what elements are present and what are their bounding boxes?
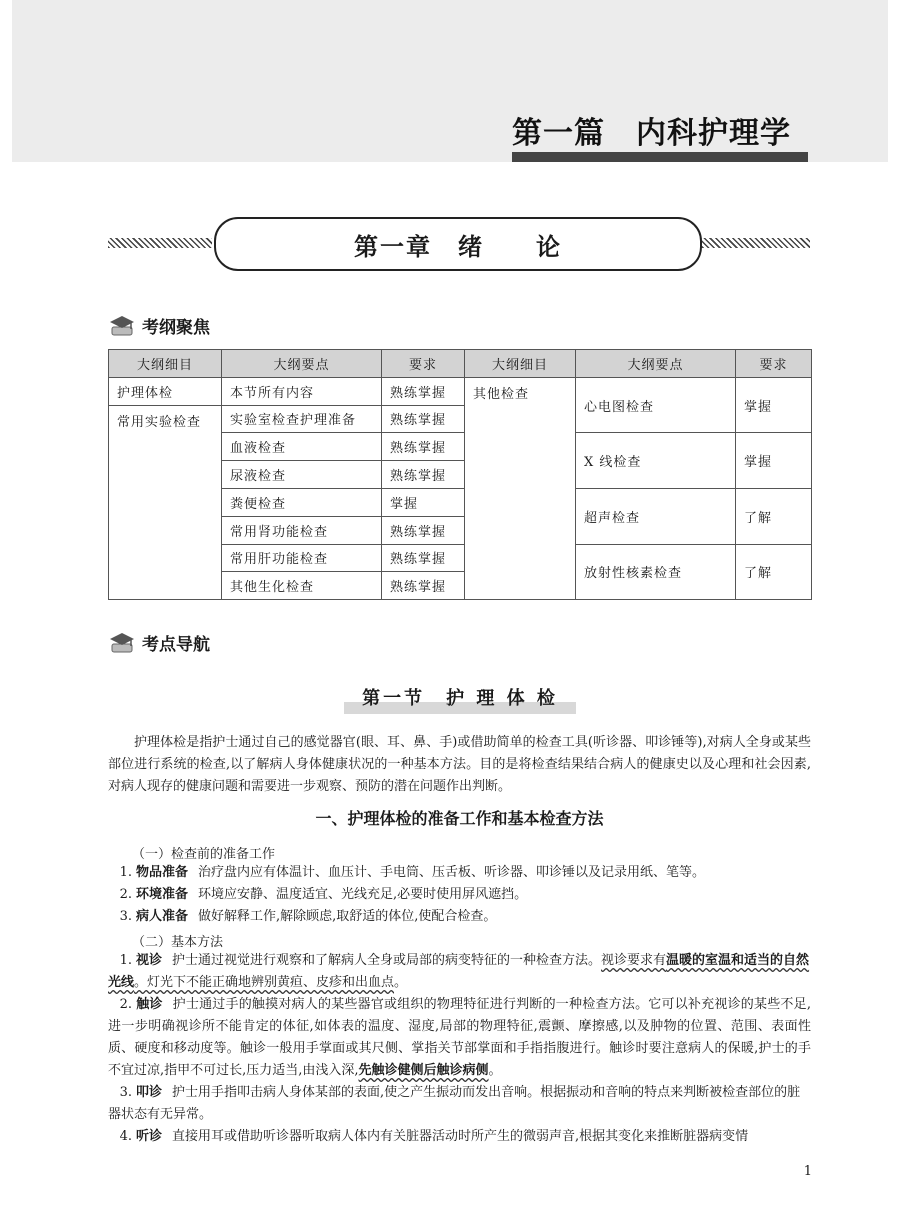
outline-requirement: 熟练掌握 xyxy=(382,405,465,433)
item-text: 护士通过手的触摸对病人的某些器官或组织的物理特征进行判断的一种检查方法。它可以补充视诊的某些不足,进一步明确视诊所不能肯定的体征,如体表的温度、湿度,局部的物理特征,震颤、摩擦感,以及肿物的位置、范围、表面性质、硬度和移动度等。触诊一般用手掌面或其尺侧、掌指关节部掌面和手指指腹进行。触诊时要注意病人的保暖,护士的手不宜过凉,指甲不可过长,压力适当,由浅入深, xyxy=(108,997,811,1078)
section-title-block xyxy=(340,684,580,714)
item-number: 4. xyxy=(119,1129,132,1144)
outline-requirement: 掌握 xyxy=(736,433,812,489)
nav-heading xyxy=(108,629,210,655)
outline-requirement: 掌握 xyxy=(736,377,812,433)
prep-item xyxy=(108,884,811,906)
right-hatch-decoration xyxy=(702,238,810,248)
outline-point: 本节所有内容 xyxy=(222,377,382,405)
outline-requirement: 熟练掌握 xyxy=(382,377,465,405)
outline-table xyxy=(108,349,812,600)
item-number: 1. xyxy=(119,953,132,968)
nav-heading-label: 考点导航 xyxy=(142,634,210,655)
outline-requirement: 了解 xyxy=(736,488,812,544)
chapter-title-box xyxy=(214,217,702,271)
item-term: 视诊 xyxy=(136,953,163,968)
key-point-bold: 温暖的室温和适当的自然光线 xyxy=(108,953,810,990)
outline-point: 放射性核素检查 xyxy=(576,544,736,600)
item-text-end: 。 xyxy=(394,975,408,990)
item-text: 护士通过视觉进行观察和了解病人全身或局部的病变特征的一种检查方法。 xyxy=(172,953,602,968)
outline-point: 常用肾功能检查 xyxy=(222,516,382,544)
outline-item: 护理体检 xyxy=(109,377,222,405)
outline-requirement: 熟练掌握 xyxy=(382,572,465,600)
column-header: 大纲细目 xyxy=(109,350,222,378)
left-hatch-decoration xyxy=(108,238,212,248)
item-text: 直接用耳或借助听诊器听取病人体内有关脏器活动时所产生的微弱声音,根据其变化来推断脏器病变情 xyxy=(172,1129,749,1144)
graduation-cap-icon xyxy=(108,313,136,337)
item-term: 物品准备 xyxy=(136,865,189,880)
prep-item xyxy=(108,862,811,884)
outline-point: 血液检查 xyxy=(222,433,382,461)
item-text: 治疗盘内应有体温计、血压计、手电筒、压舌板、听诊器、叩诊锤以及记录用纸、笔等。 xyxy=(198,865,706,880)
intro-paragraph: 护理体检是指护士通过自己的感觉器官(眼、耳、鼻、手)或借助简单的检查工具(听诊器、叩诊锤等),对病人全身或某些部位进行系统的检查,以了解病人身体健康状况的一种基本方法。目的是将检查结果结合病人的健康史以及心理和社会因素,对病人现存的健康问题和需要进一步观察、预防的潜在问题作出判断。 xyxy=(108,735,811,794)
item-number: 1. xyxy=(119,865,132,880)
outline-point: X 线检查 xyxy=(576,433,736,489)
prep-item xyxy=(108,906,811,928)
method-item-auscultation xyxy=(108,1126,811,1148)
part-title-underline xyxy=(512,152,808,162)
outline-point: 其他生化检查 xyxy=(222,572,382,600)
outline-point: 常用肝功能检查 xyxy=(222,544,382,572)
outline-item: 其他检查 xyxy=(465,377,576,599)
graduation-cap-icon xyxy=(108,630,136,654)
item-term: 叩诊 xyxy=(136,1085,163,1100)
item-number: 2. xyxy=(119,997,132,1012)
method-item-percussion xyxy=(108,1082,811,1126)
column-header: 要求 xyxy=(736,350,812,378)
item-term: 病人准备 xyxy=(136,909,189,924)
item-text: 做好解释工作,解除顾虑,取舒适的体位,使配合检查。 xyxy=(198,909,497,924)
method-item-inspection xyxy=(108,950,811,994)
key-point-highlight: 先触诊健侧后触诊病侧 xyxy=(358,1063,489,1078)
outline-point: 粪便检查 xyxy=(222,488,382,516)
item-text-end: 。 xyxy=(488,1063,502,1078)
outline-requirement: 熟练掌握 xyxy=(382,544,465,572)
column-header: 大纲要点 xyxy=(576,350,736,378)
item-text: 环境应安静、温度适宜、光线充足,必要时使用屏风遮挡。 xyxy=(198,887,528,902)
item-term: 听诊 xyxy=(136,1129,163,1144)
item-term: 环境准备 xyxy=(136,887,189,902)
outline-requirement: 了解 xyxy=(736,544,812,600)
outline-point: 尿液检查 xyxy=(222,461,382,489)
subheading-methods: （二）基本方法 xyxy=(132,935,224,950)
page-number: 1 xyxy=(803,1164,812,1179)
outline-requirement: 熟练掌握 xyxy=(382,433,465,461)
table-header-row xyxy=(109,350,812,378)
column-header: 大纲要点 xyxy=(222,350,382,378)
method-item-palpation xyxy=(108,994,811,1082)
chapter-title: 第一章 绪 论 xyxy=(354,232,562,261)
key-point-text: 。灯光下不能正确地辨别黄疸、皮疹和出血点 xyxy=(134,975,395,990)
item-text: 护士用手指叩击病人身体某部的表面,使之产生振动而发出音响。根据振动和音响的特点来判断被检查部位的脏器状态有无异常。 xyxy=(108,1085,801,1122)
item-number: 3. xyxy=(119,909,132,924)
outline-point: 心电图检查 xyxy=(576,377,736,433)
outline-item: 常用实验检查 xyxy=(109,405,222,600)
key-point-text: 视诊要求有 xyxy=(601,953,667,968)
outline-point: 超声检查 xyxy=(576,488,736,544)
column-header: 要求 xyxy=(382,350,465,378)
item-number: 2. xyxy=(119,887,132,902)
outline-requirement: 熟练掌握 xyxy=(382,516,465,544)
section-title: 第一节 护 理 体 检 xyxy=(362,688,558,709)
outline-point: 实验室检查护理准备 xyxy=(222,405,382,433)
item-number: 3. xyxy=(119,1085,132,1100)
column-header: 大纲细目 xyxy=(465,350,576,378)
outline-requirement: 熟练掌握 xyxy=(382,461,465,489)
subheading-preparation: （一）检查前的准备工作 xyxy=(132,847,276,862)
outline-requirement: 掌握 xyxy=(382,488,465,516)
heading-level-1: 一、护理体检的准备工作和基本检查方法 xyxy=(315,809,604,828)
table-row xyxy=(109,377,812,405)
outline-heading-label: 考纲聚焦 xyxy=(142,317,210,338)
part-title: 第一篇 内科护理学 xyxy=(512,116,791,151)
outline-heading xyxy=(108,312,210,338)
item-term: 触诊 xyxy=(136,997,163,1012)
